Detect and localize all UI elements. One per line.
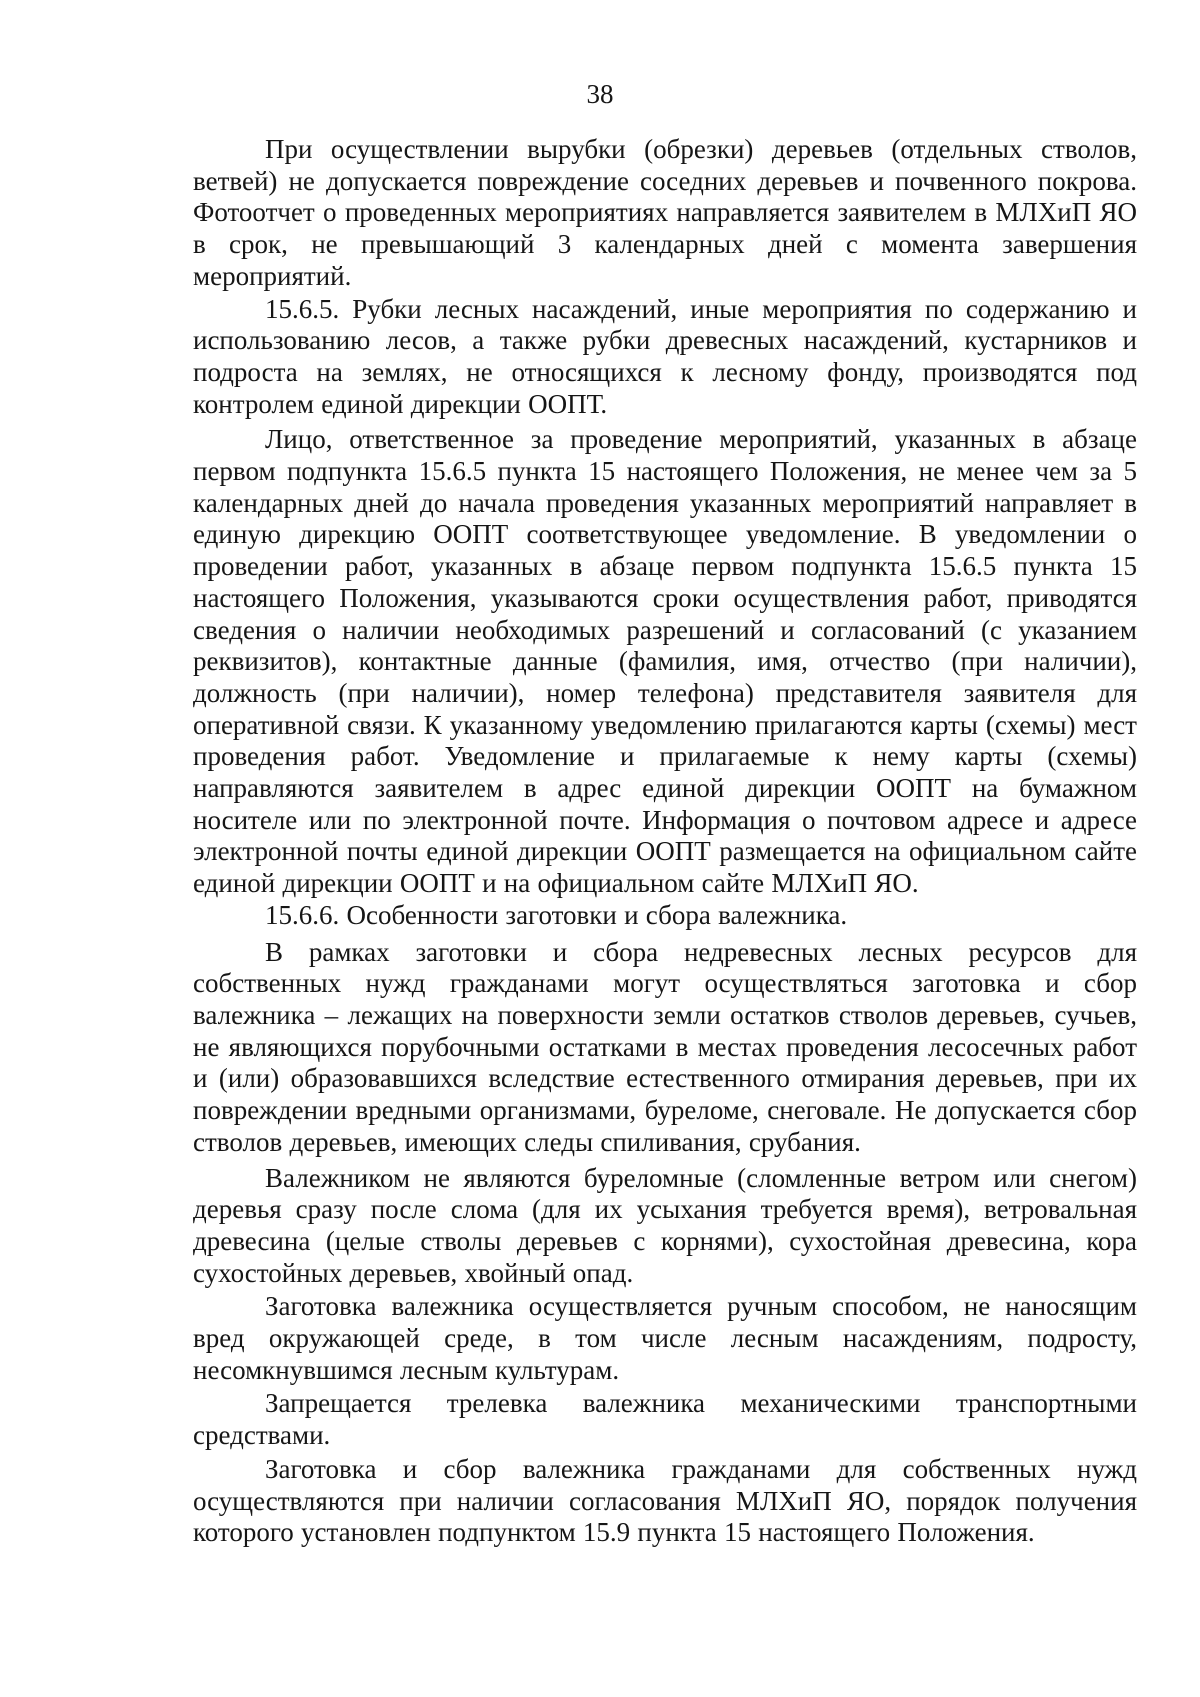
- paragraph-notification-procedure: Лицо, ответственное за проведение мероприятий, указанных в абзаце первом подпункта 15.6.5 пункта 15 настоящего Положения, не менее чем за 5 календарных дней до начала проведения указанных мероприятий направляет в единую дирекцию ООПТ соответствующее уведомление. В уведомлении о проведении работ, указанных в абзаце первом подпункта 15.6.5 пункта 15 настоящего Положения, указываются сроки осуществления работ, приводятся сведения о наличии необходимых разрешений и согласований (с указанием реквизитов), контактные данные (фамилия, имя, отчество (при наличии), должность (при наличии), номер телефона) представителя заявителя для оперативной связи. К указанному уведомлению прилагаются карты (схемы) мест проведения работ. Уведомление и прилагаемые к нему карты (схемы) направляются заявителем в адрес единой дирекции ООПТ на бумажном носителе или по электронной почте. Информация о почтовом адресе и адресе электронной почты единой дирекции ООПТ размещается на официальном сайте единой дирекции ООПТ и на официальном сайте МЛХиП ЯО.: [193, 424, 1137, 899]
- document-body: [193, 134, 1137, 1549]
- paragraph-approval-required: Заготовка и сбор валежника гражданами для собственных нужд осуществляются при наличии согласования МЛХиП ЯО, порядок получения которого установлен подпунктом 15.9 пункта 15 настоящего Положения.: [193, 1453, 1137, 1548]
- page-number: 38: [586, 79, 614, 109]
- paragraph-tree-cutting-requirements: При осуществлении вырубки (обрезки) деревьев (отдельных стволов, ветвей) не допускается повреждение соседних деревьев и почвенного покрова. Фотоотчет о проведенных мероприятиях направляется заявителем в МЛХиП ЯО в срок, не превышающий 3 календарных дней с момента завершения мероприятий.: [193, 134, 1137, 291]
- paragraph-deadwood-collection: В рамках заготовки и сбора недревесных лесных ресурсов для собственных нужд гражданами могут осуществляться заготовка и сбор валежника – лежащих на поверхности земли остатков стволов деревьев, сучьев, не являющихся порубочными остатками в местах проведения лесосечных работ и (или) образовавшихся вследствие естественного отмирания деревьев, при их повреждении вредными организмами, буреломе, снеговале. Не допускается сбор стволов деревьев, имеющих следы спиливания, срубания.: [193, 936, 1137, 1157]
- paragraph-15-6-5: 15.6.5. Рубки лесных насаждений, иные мероприятия по содержанию и использованию лесов, а также рубки древесных насаждений, кустарников и подроста на землях, не относящихся к лесному фонду, производятся под контролем единой дирекции ООПТ.: [193, 293, 1137, 419]
- paragraph-not-deadwood: Валежником не являются буреломные (сломленные ветром или снегом) деревья сразу после слома (для их усыхания требуется время), ветровальная древесина (целые стволы деревьев с корнями), сухостойная древесина, кора сухостойных деревьев, хвойный опад.: [193, 1162, 1137, 1288]
- paragraph-manual-harvesting: Заготовка валежника осуществляется ручным способом, не наносящим вред окружающей среде, в том числе лесным насаждениям, подросту, несомкнувшимся лесным культурам.: [193, 1291, 1137, 1385]
- paragraph-skidding-prohibited: Запрещается трелевка валежника механическими транспортными средствами.: [193, 1388, 1137, 1451]
- paragraph-15-6-6-heading: 15.6.6. Особенности заготовки и сбора валежника.: [265, 899, 848, 930]
